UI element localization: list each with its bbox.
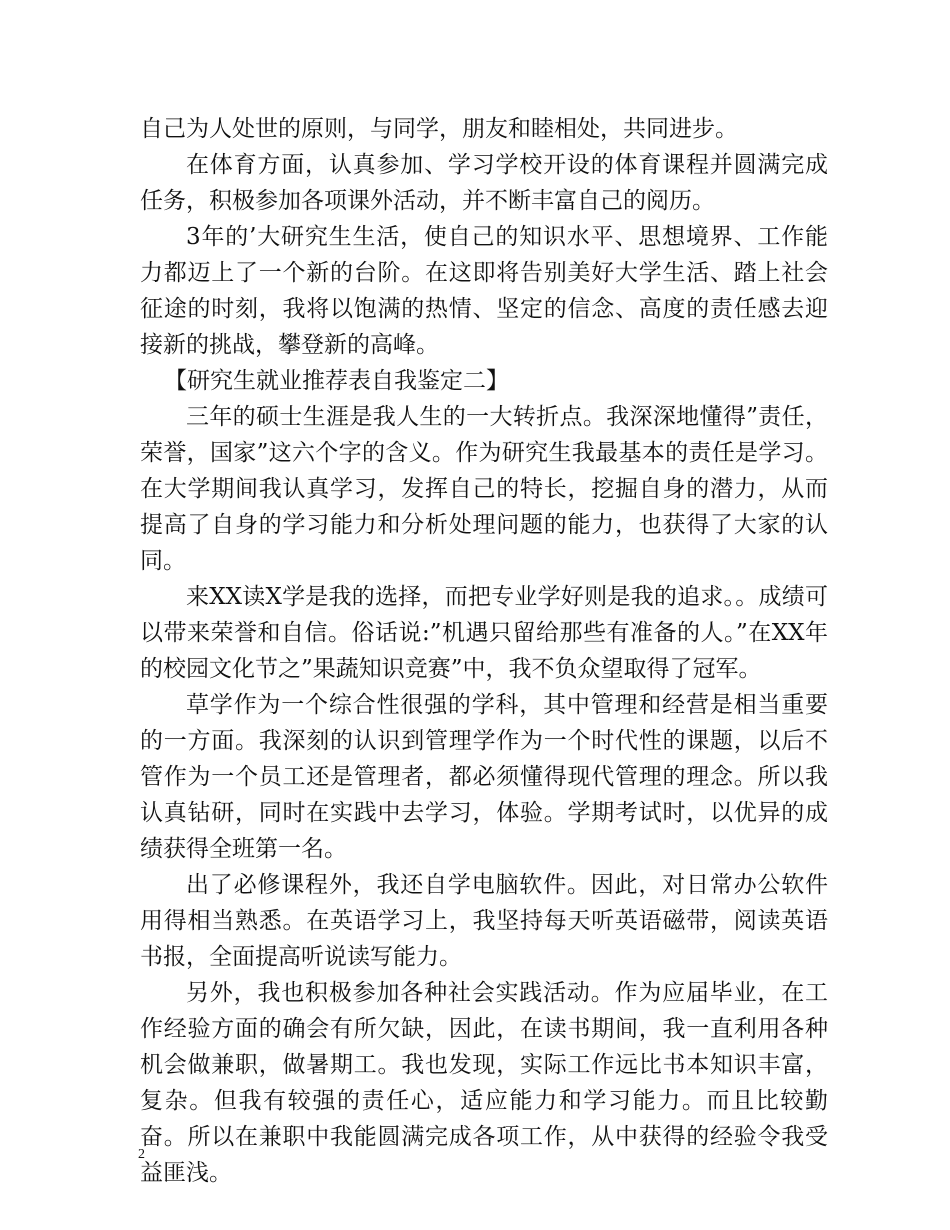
paragraph-masters: 三年的硕士生涯是我人生的一大转折点。我深深地懂得”责任，荣誉，国家”这六个字的含义。作为研究生我最基本的责任是学习。在大学期间我认真学习，发挥自己的特长，挖掘自身的潜力，从而提高了自身的学习能力和分析处理问题的能力，也获得了大家的认同。 [140,404,828,574]
paragraph-self-study: 出了必修课程外，我还自学电脑软件。因此，对日常办公软件用得相当熟悉。在英语学习上，我坚持每天听英语磁带，阅读英语书报，全面提高听说读写能力。 [140,872,828,970]
document-body [140,111,828,1191]
paragraph-management: 草学作为一个综合性很强的学科，其中管理和经营是相当重要的一方面。我深刻的认识到管理学作为一个时代性的课题，以后不管作为一个员工还是管理者，都必须懂得现代管理的理念。所以我认真钻研，同时在实践中去学习，体验。学期考试时，以优异的成绩获得全班第一名。 [140,692,828,862]
paragraph-practice: 另外，我也积极参加各种社会实践活动。作为应届毕业，在工作经验方面的确会有所欠缺，因此，在读书期间，我一直利用各种机会做兼职，做暑期工。我也发现，实际工作远比书本知识丰富，复杂。但我有较强的责任心，适应能力和学习能力。而且比较勤奋。所以在兼职中我能圆满完成各项工作，从中获得的经验令我受益匪浅。 [140,980,828,1186]
paragraph-three-years: 3年的’大研究生生活，使自己的知识水平、思想境界、工作能力都迈上了一个新的台阶。在这即将告别美好大学生活、踏上社会征途的时刻，我将以饱满的热情、坚定的信念、高度的责任感去迎接新的挑战，攀登新的高峰。 [140,224,828,358]
paragraph-continued: 自己为人处世的原则，与同学，朋友和睦相处，共同进步。 [140,116,738,142]
paragraph-choice: 来XX读X学是我的选择，而把专业学好则是我的追求。。成绩可以带来荣誉和自信。俗话说:”机遇只留给那些有准备的人。”在XX年的校园文化节之”果蔬知识竞赛”中，我不负众望取得了冠军。 [140,584,828,682]
paragraph-sports: 在体育方面，认真参加、学习学校开设的体育课程并圆满完成任务，积极参加各项课外活动，并不断丰富自己的阅历。 [140,152,828,214]
section-heading: 【研究生就业推荐表自我鉴定二】 [164,368,509,394]
page-number: 2 [138,1147,145,1162]
